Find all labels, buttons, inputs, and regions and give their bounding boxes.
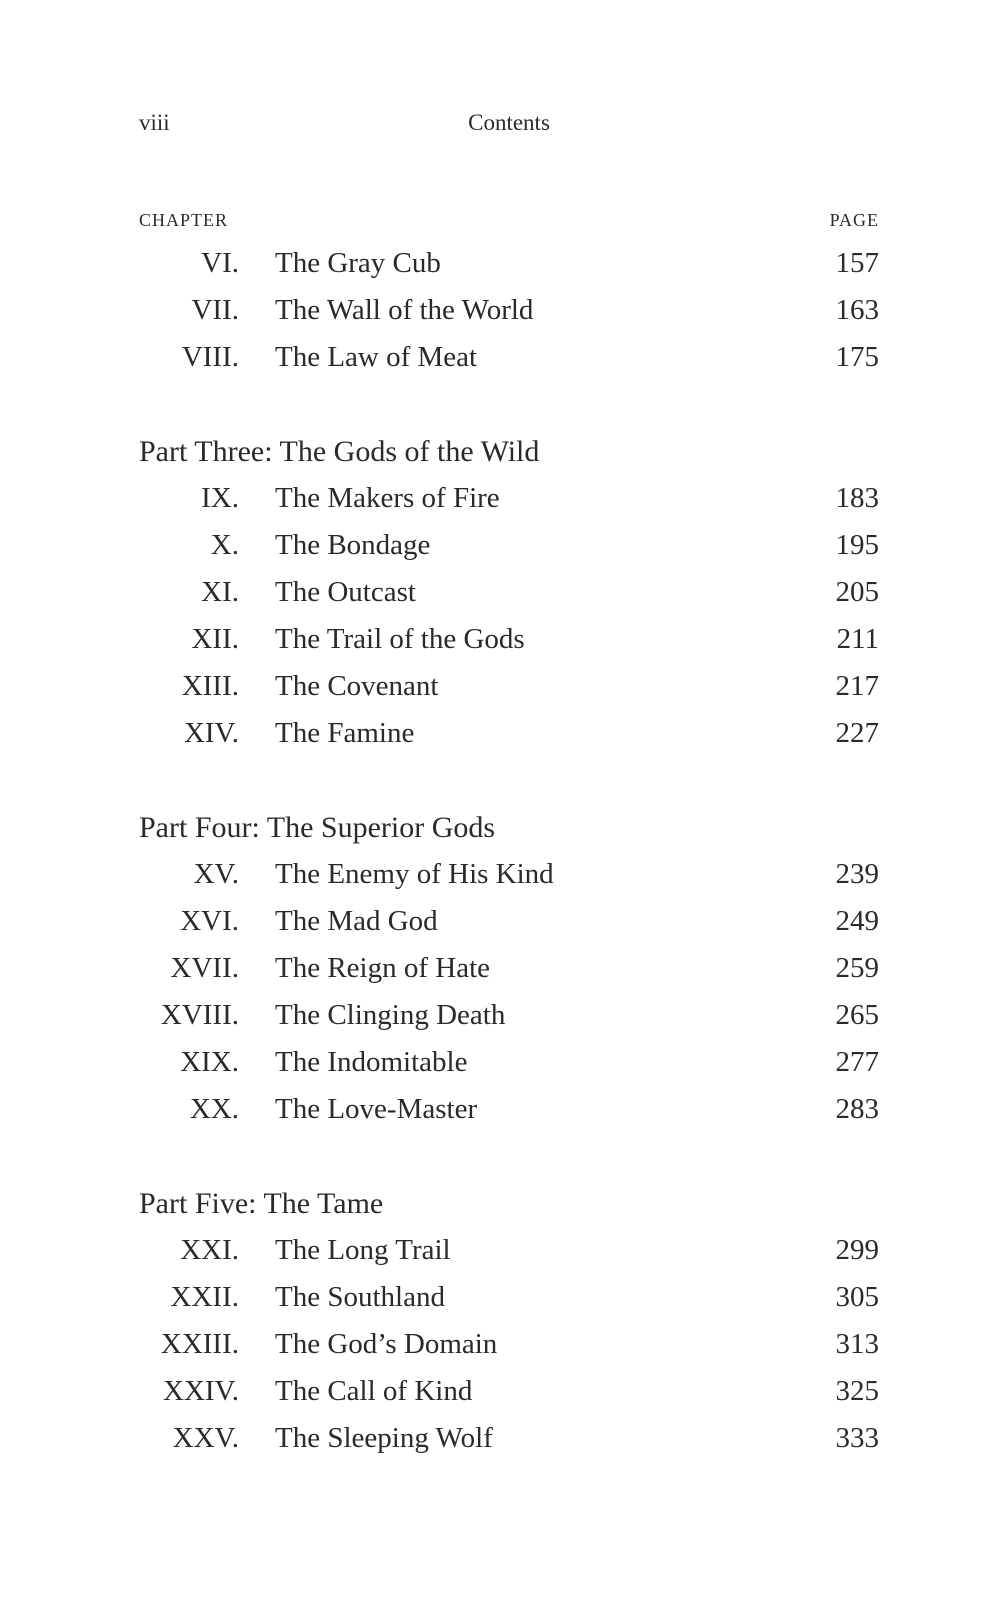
- toc-entry: [139, 1227, 879, 1274]
- chapter-number: XXII.: [170, 1281, 239, 1313]
- column-headings: [139, 206, 879, 234]
- toc-entry: [139, 945, 879, 992]
- page-number: 211: [836, 623, 879, 655]
- chapter-title: The Reign of Hate: [275, 952, 491, 984]
- chapter-title: The Law of Meat: [275, 341, 478, 373]
- chapter-number: IX.: [201, 482, 239, 514]
- toc-entry: [139, 334, 879, 381]
- chapter-title: The God’s Domain: [275, 1328, 498, 1360]
- chapter-number: XIV.: [183, 717, 239, 749]
- chapter-title: The Clinging Death: [275, 999, 506, 1031]
- toc-entry: [139, 1415, 879, 1462]
- toc-entry: [139, 1274, 879, 1321]
- toc-entry: [139, 710, 879, 757]
- page-number: 205: [835, 576, 879, 608]
- page-number: 239: [835, 858, 879, 890]
- chapter-title: The Sleeping Wolf: [275, 1422, 493, 1454]
- toc-entry: [139, 898, 879, 945]
- chapter-number: X.: [210, 529, 239, 561]
- page-number: 157: [835, 247, 879, 279]
- chapter-title: The Trail of the Gods: [275, 623, 525, 655]
- toc-entry: [139, 522, 879, 569]
- chapter-number: XIII.: [181, 670, 239, 702]
- page-folio: viii: [139, 110, 170, 135]
- chapter-number: XXI.: [180, 1234, 239, 1266]
- page-number: 265: [835, 999, 879, 1031]
- chapter-number: XI.: [201, 576, 239, 608]
- toc-section: [139, 1180, 879, 1462]
- toc-entry: [139, 1086, 879, 1133]
- chapter-number: XII.: [191, 623, 239, 655]
- chapter-title: The Enemy of His Kind: [275, 858, 554, 890]
- page-number: 183: [835, 482, 879, 514]
- toc-entry: [139, 475, 879, 522]
- part-title: Part Five: The Tame: [139, 1187, 384, 1220]
- running-title: Contents: [468, 110, 550, 135]
- toc-entry: [139, 992, 879, 1039]
- page-number: 217: [835, 670, 879, 702]
- page-number: 249: [835, 905, 879, 937]
- chapter-column-heading: CHAPTER: [139, 210, 229, 230]
- chapter-title: The Famine: [275, 717, 415, 749]
- page-number: 333: [835, 1422, 879, 1454]
- running-head: [139, 108, 879, 138]
- toc-entry: [139, 1321, 879, 1368]
- toc-entry: [139, 1368, 879, 1415]
- page-number: 283: [835, 1093, 879, 1125]
- toc-entry: [139, 240, 879, 287]
- chapter-number: XIX.: [180, 1046, 239, 1078]
- chapter-number: XXIV.: [163, 1375, 239, 1407]
- page-number: 195: [835, 529, 879, 561]
- chapter-title: The Covenant: [275, 670, 439, 702]
- chapter-title: The Long Trail: [275, 1234, 451, 1266]
- chapter-number: XVI.: [180, 905, 239, 937]
- chapter-title: The Wall of the World: [275, 294, 534, 326]
- chapter-title: The Makers of Fire: [275, 482, 500, 514]
- toc-entry: [139, 1039, 879, 1086]
- toc-entry: [139, 569, 879, 616]
- chapter-number: XXIII.: [160, 1328, 239, 1360]
- page-number: 259: [835, 952, 879, 984]
- toc-section: [139, 240, 879, 381]
- part-title: Part Three: The Gods of the Wild: [139, 435, 540, 468]
- chapter-number: VIII.: [181, 341, 239, 373]
- chapter-title: The Southland: [275, 1281, 445, 1313]
- part-title: Part Four: The Superior Gods: [139, 811, 496, 844]
- chapter-title: The Bondage: [275, 529, 431, 561]
- chapter-title: The Mad God: [275, 905, 438, 937]
- page-number: 325: [835, 1375, 879, 1407]
- chapter-title: The Outcast: [275, 576, 416, 608]
- chapter-number: XVIII.: [160, 999, 239, 1031]
- chapter-title: The Gray Cub: [275, 247, 441, 279]
- chapter-number: VII.: [191, 294, 239, 326]
- chapter-number: XXV.: [172, 1422, 239, 1454]
- page-number: 277: [835, 1046, 879, 1078]
- page-number: 299: [835, 1234, 879, 1266]
- table-of-contents: [139, 240, 879, 1462]
- chapter-number: XVII.: [170, 952, 239, 984]
- chapter-title: The Love-Master: [275, 1093, 478, 1125]
- toc-entry: [139, 616, 879, 663]
- chapter-title: The Indomitable: [275, 1046, 468, 1078]
- toc-entry: [139, 287, 879, 334]
- chapter-title: The Call of Kind: [275, 1375, 473, 1407]
- toc-entry: [139, 851, 879, 898]
- toc-section: [139, 428, 879, 757]
- page-number: 175: [835, 341, 879, 373]
- page-number: 313: [835, 1328, 879, 1360]
- chapter-number: VI.: [201, 247, 239, 279]
- toc-entry: [139, 663, 879, 710]
- chapter-number: XX.: [189, 1093, 239, 1125]
- page-number: 227: [835, 717, 879, 749]
- toc-section: [139, 804, 879, 1133]
- page-number: 305: [835, 1281, 879, 1313]
- page-column-heading: PAGE: [829, 210, 879, 230]
- page-number: 163: [835, 294, 879, 326]
- chapter-number: XV.: [193, 858, 239, 890]
